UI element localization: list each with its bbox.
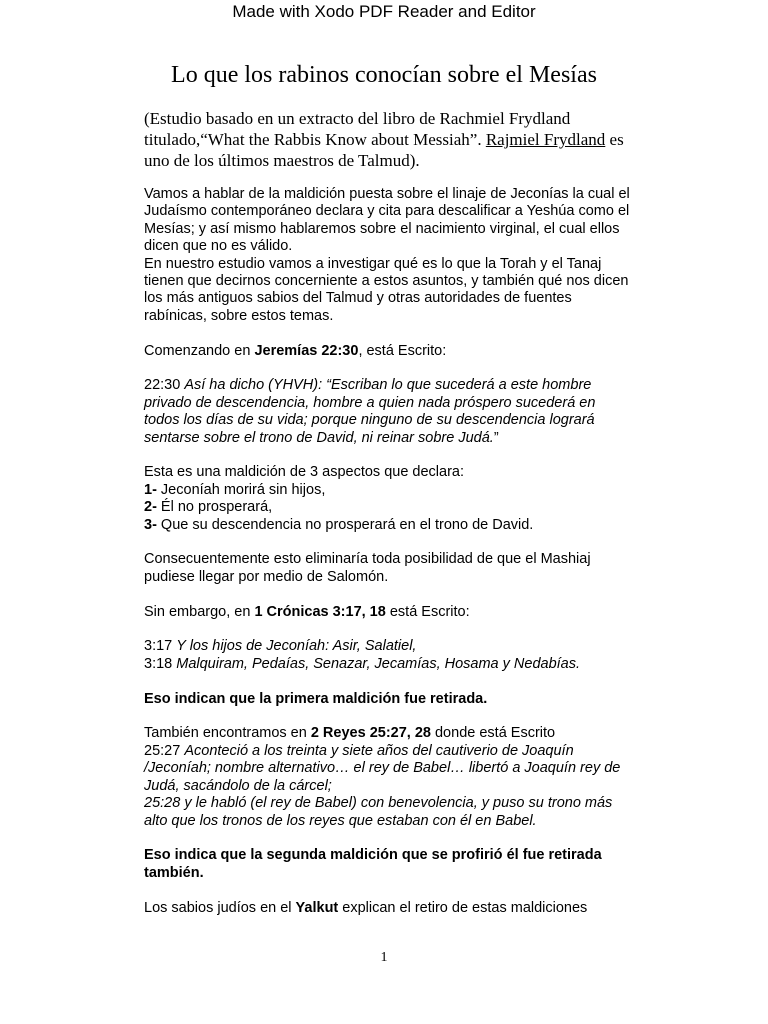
jeremias-reference-line xyxy=(144,343,634,360)
author-link[interactable]: Rajmiel Frydland xyxy=(485,130,606,149)
yalkut-line xyxy=(144,900,634,917)
jeremias-pre: Comenzando en xyxy=(144,342,255,359)
page-title: Lo que los rabinos conocían sobre el Mesías xyxy=(171,62,597,88)
jeremias-post: , está Escrito: xyxy=(358,342,447,359)
jeremias-ref: Jeremías 22:30 xyxy=(254,342,359,359)
verse-22-30-close: ” xyxy=(493,429,499,446)
verse-25-27 xyxy=(144,743,634,795)
aspect-item-1 xyxy=(144,482,634,499)
aspect-item-2 xyxy=(144,499,634,516)
paragraph-curse-intro: Vamos a hablar de la maldición puesta sobre el linaje de Jeconías la cual el Judaísmo contemporáneo declara y cita para descalificar a Yeshúa como el Mesías; y así mismo hablaremos sobre el nacimiento virginal, el cual ellos dicen que no es válido. xyxy=(144,186,630,255)
reyes-post: donde está Escrito xyxy=(430,725,556,742)
aspect-text-1: Jeconíah morirá sin hijos, xyxy=(156,481,326,498)
verse-3-18-num: 3:18 xyxy=(144,655,177,672)
verse-3-17-num: 3:17 xyxy=(144,638,177,655)
reyes-pre: También encontramos en xyxy=(144,725,311,742)
aspect-num-2: 2- xyxy=(144,499,157,516)
first-curse-removed xyxy=(144,691,634,708)
verse-22-30-text: Así ha dicho (YHVH): “Escriban lo que sucederá a este hombre privado de descendencia, hombre a quien nada próspero sucederá en todos los días de su vida; porque ninguno de su descendencia logrará sentarse sobre el trono de David, ni reinar sobre Judá. xyxy=(144,377,596,446)
aspects-intro: Esta es una maldición de 3 aspectos que declara: xyxy=(144,464,465,481)
paragraph-study-intro: En nuestro estudio vamos a investigar qué es lo que la Torah y el Tanaj tienen que decirnos concerniente a estos asuntos, y también qué nos dicen los más antiguos sabios del Talmud y otras autoridades de fuentes rabínicas, sobre estos temas. xyxy=(144,255,629,324)
verse-22-30 xyxy=(144,377,634,447)
second-curse-text: Eso indica que la segunda maldición que se profirió él fue retirada también. xyxy=(144,847,602,881)
reyes-ref: 2 Reyes 25:27, 28 xyxy=(310,725,431,742)
xodo-banner: Made with Xodo PDF Reader and Editor xyxy=(232,2,536,21)
verse-25-28-text: 25:28 y le habló (el rey de Babel) con benevolencia, y puso su trono más alto que los tronos de los reyes que estaban con él en Babel. xyxy=(144,795,613,829)
reyes-reference-line xyxy=(144,725,634,742)
verse-25-27-text: Aconteció a los treinta y siete años del cautiverio de Joaquín /Jeconíah; nombre alternativo… el rey de Babel… libertó a Joaquín rey de Judá, sacándolo de la cárcel; xyxy=(144,742,621,794)
verse-3-17 xyxy=(144,638,634,655)
verse-25-27-num: 25:27 xyxy=(144,742,185,759)
cronicas-reference-line xyxy=(144,604,634,621)
verse-25-28 xyxy=(144,795,634,830)
aspect-item-3 xyxy=(144,517,634,534)
verse-3-18 xyxy=(144,656,634,673)
intro-paragraph xyxy=(144,108,634,171)
verse-22-30-num: 22:30 xyxy=(144,377,185,394)
yalkut-pre: Los sabios judíos en el xyxy=(144,899,296,916)
cronicas-post: está Escrito: xyxy=(385,603,470,620)
aspect-text-3: Que su descendencia no prosperará en el trono de David. xyxy=(156,516,534,533)
document-body xyxy=(144,186,634,917)
first-curse-text: Eso indican que la primera maldición fue retirada. xyxy=(144,690,488,707)
yalkut-ref: Yalkut xyxy=(295,899,339,916)
page-number: 1 xyxy=(380,950,388,965)
aspect-num-3: 3- xyxy=(144,516,157,533)
verse-3-17-text: Y los hijos de Jeconíah: Asir, Salatiel, xyxy=(176,638,417,655)
second-curse-removed xyxy=(144,847,634,882)
intro-text-1: (Estudio basado en un extracto del libro de Rachmiel Frydland titulado,“What the Rabbis Know about Messiah”. xyxy=(144,109,571,149)
aspect-num-1: 1- xyxy=(144,481,157,498)
consequence-paragraph: Consecuentemente esto eliminaría toda posibilidad de que el Mashiaj pudiese llegar por medio de Salomón. xyxy=(144,551,591,585)
verse-3-18-text: Malquiram, Pedaías, Senazar, Jecamías, Hosama y Nedabías. xyxy=(176,655,581,672)
aspect-text-2: Él no prosperará, xyxy=(156,499,273,516)
yalkut-post: explican el retiro de estas maldiciones xyxy=(338,899,588,916)
cronicas-ref: 1 Crónicas 3:17, 18 xyxy=(254,603,386,620)
cronicas-pre: Sin embargo, en xyxy=(144,603,255,620)
intro-text-2: es uno de los últimos maestros de Talmud). xyxy=(144,130,624,170)
